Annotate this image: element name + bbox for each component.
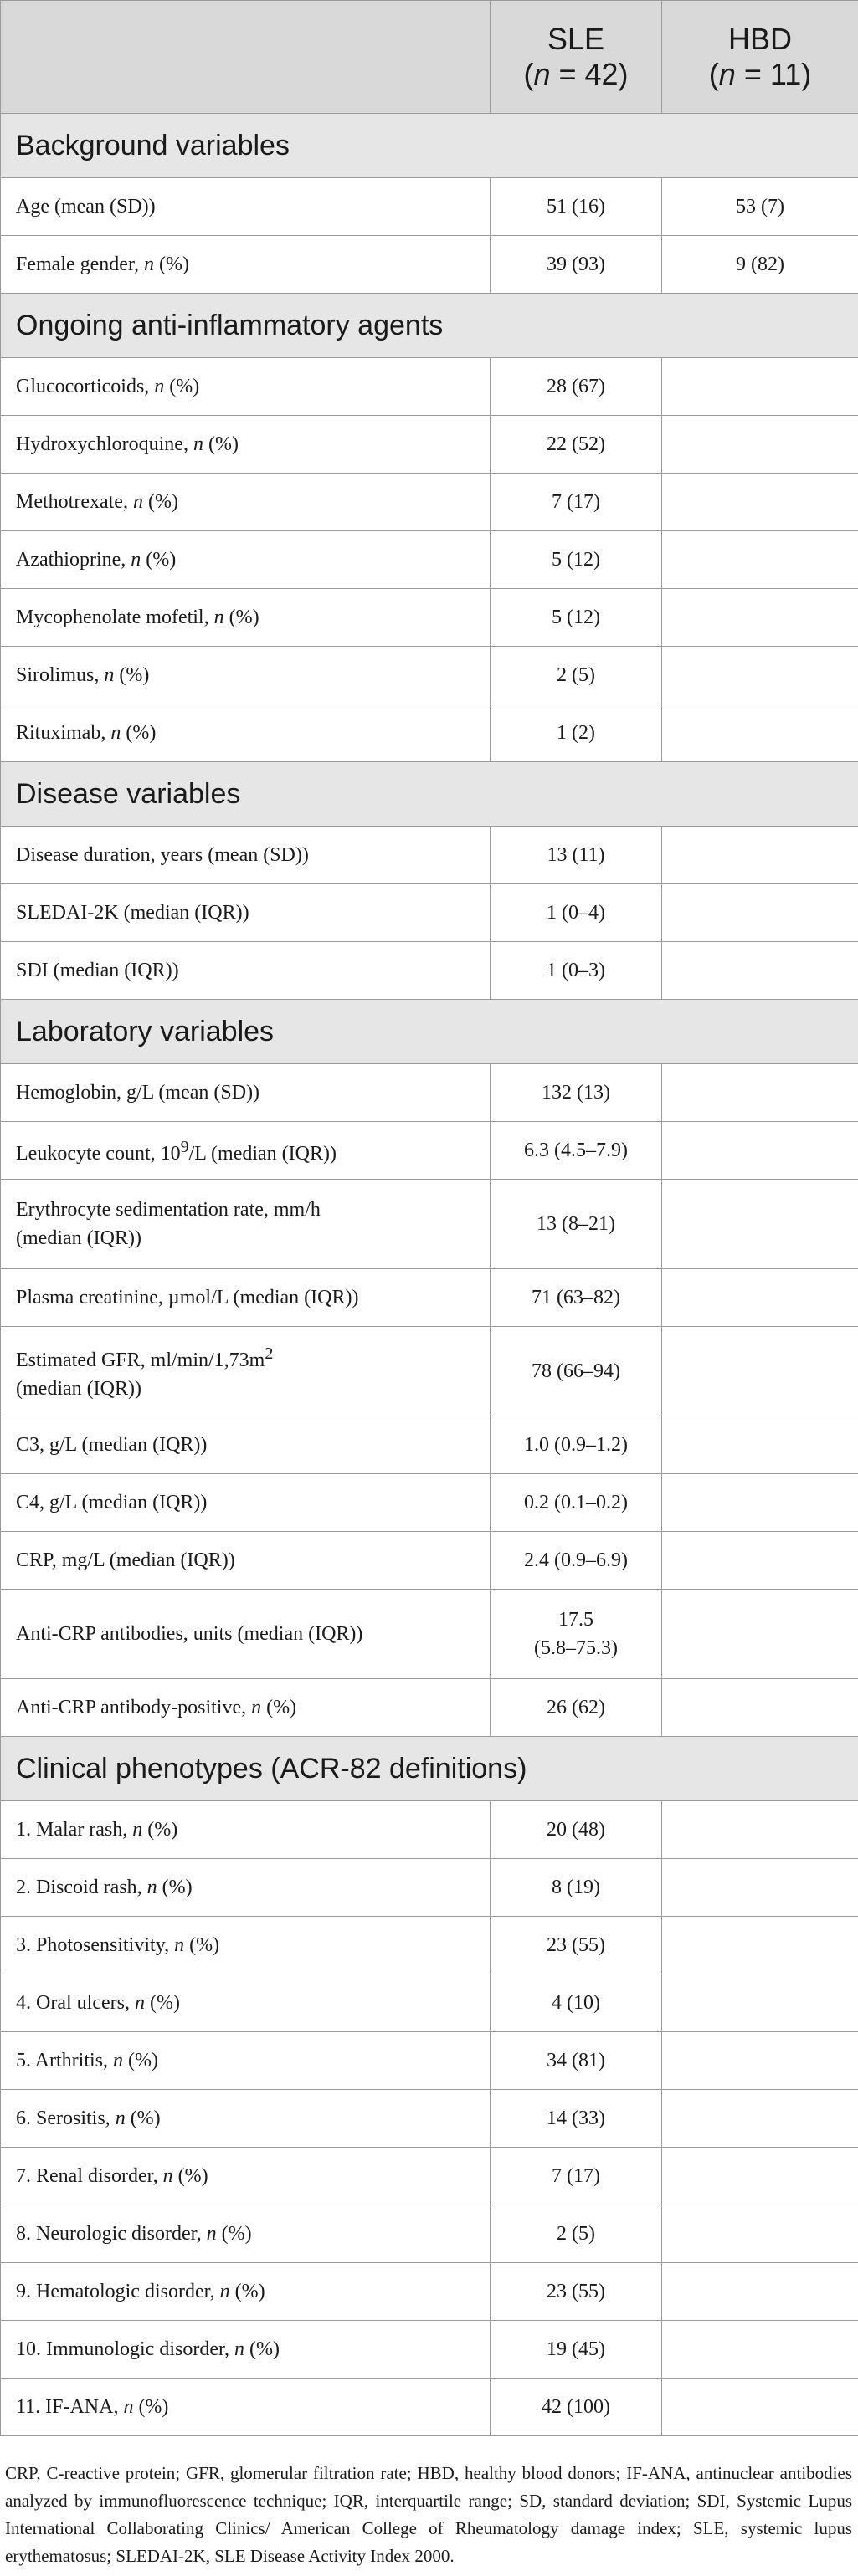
sle-value: 5 (12) bbox=[491, 589, 662, 647]
sle-value: 23 (55) bbox=[491, 1917, 662, 1974]
row-label: Disease duration, years (mean (SD)) bbox=[1, 827, 491, 884]
hbd-value bbox=[662, 2379, 858, 2436]
header-sle bbox=[491, 1, 662, 114]
row-label: Female gender, n (%) bbox=[1, 236, 491, 294]
hbd-value bbox=[662, 647, 858, 704]
sle-value: 6.3 (4.5–7.9) bbox=[491, 1122, 662, 1180]
sle-value: 7 (17) bbox=[491, 474, 662, 531]
row-label: Age (mean (SD)) bbox=[1, 178, 491, 236]
table-row bbox=[1, 647, 858, 704]
sle-value: 2.4 (0.9–6.9) bbox=[491, 1532, 662, 1590]
hbd-value bbox=[662, 1122, 858, 1180]
row-label: Hydroxychloroquine, n (%) bbox=[1, 416, 491, 474]
sle-value: 42 (100) bbox=[491, 2379, 662, 2436]
table-row bbox=[1, 2032, 858, 2090]
sle-value: 8 (19) bbox=[491, 1859, 662, 1917]
table-row bbox=[1, 1180, 858, 1269]
table-row bbox=[1, 1269, 858, 1327]
header-sle-title: SLE bbox=[547, 22, 605, 56]
table-footnote: CRP, C-reactive protein; GFR, glomerular filtration rate; HBD, healthy blood donors; IF-ANA, antinuclear antibodies analyzed by immunofluorescence technique; IQR, interquartile range; SD, standard deviation; SDI, Systemic Lupus International Collaborating Clinics/ American College of Rheumatology damage index; SLE, systemic lupus erythematosus; SLEDAI-2K, SLE Disease Activity Index 2000. bbox=[5, 2463, 852, 2566]
header-hbd bbox=[662, 1, 858, 114]
sle-value: 13 (11) bbox=[491, 827, 662, 884]
hbd-value bbox=[662, 1474, 858, 1532]
row-label: 4. Oral ulcers, n (%) bbox=[1, 1974, 491, 2032]
sle-value: 0.2 (0.1–0.2) bbox=[491, 1474, 662, 1532]
section-title: Clinical phenotypes (ACR-82 definitions) bbox=[1, 1737, 858, 1801]
header-hbd-n-value: = 11) bbox=[735, 57, 812, 91]
table-row bbox=[1, 2090, 858, 2148]
sle-value: 13 (8–21) bbox=[491, 1180, 662, 1269]
row-label: Azathioprine, n (%) bbox=[1, 531, 491, 589]
sle-value: 4 (10) bbox=[491, 1974, 662, 2032]
hbd-value bbox=[662, 1327, 858, 1416]
section-header bbox=[1, 294, 858, 358]
hbd-value bbox=[662, 2321, 858, 2379]
sle-value: 19 (45) bbox=[491, 2321, 662, 2379]
table-row bbox=[1, 1801, 858, 1859]
table-row bbox=[1, 2379, 858, 2436]
table-row bbox=[1, 531, 858, 589]
header-sle-n-open: ( bbox=[523, 57, 534, 91]
table-row bbox=[1, 2321, 858, 2379]
section-header bbox=[1, 1737, 858, 1801]
hbd-value bbox=[662, 2032, 858, 2090]
sle-value: 28 (67) bbox=[491, 358, 662, 416]
row-label: 10. Immunologic disorder, n (%) bbox=[1, 2321, 491, 2379]
hbd-value bbox=[662, 827, 858, 884]
row-label: Rituximab, n (%) bbox=[1, 704, 491, 762]
row-label: 6. Serositis, n (%) bbox=[1, 2090, 491, 2148]
header-sle-n-value: = 42) bbox=[550, 57, 629, 91]
table-row bbox=[1, 1590, 858, 1679]
hbd-value bbox=[662, 1416, 858, 1474]
sle-value: 14 (33) bbox=[491, 2090, 662, 2148]
sle-value: 26 (62) bbox=[491, 1679, 662, 1737]
sle-value: 51 (16) bbox=[491, 178, 662, 236]
section-header bbox=[1, 762, 858, 827]
sle-value: 1 (0–4) bbox=[491, 884, 662, 942]
row-label: Plasma creatinine, µmol/L (median (IQR)) bbox=[1, 1269, 491, 1327]
hbd-value bbox=[662, 884, 858, 942]
row-label: 8. Neurologic disorder, n (%) bbox=[1, 2205, 491, 2263]
row-label: Sirolimus, n (%) bbox=[1, 647, 491, 704]
sle-value: 2 (5) bbox=[491, 2205, 662, 2263]
section-title: Laboratory variables bbox=[1, 1000, 858, 1064]
section-header bbox=[1, 114, 858, 178]
section-title: Disease variables bbox=[1, 762, 858, 827]
row-label: C4, g/L (median (IQR)) bbox=[1, 1474, 491, 1532]
row-label: 3. Photosensitivity, n (%) bbox=[1, 1917, 491, 1974]
hbd-value: 9 (82) bbox=[662, 236, 858, 294]
row-label: CRP, mg/L (median (IQR)) bbox=[1, 1532, 491, 1590]
table-row bbox=[1, 827, 858, 884]
sle-value: 5 (12) bbox=[491, 531, 662, 589]
table-row bbox=[1, 1122, 858, 1180]
hbd-value bbox=[662, 474, 858, 531]
header-sle-n-symbol: n bbox=[533, 57, 551, 91]
table-row bbox=[1, 1416, 858, 1474]
section-title: Ongoing anti-inflammatory agents bbox=[1, 294, 858, 358]
sle-value: 71 (63–82) bbox=[491, 1269, 662, 1327]
hbd-value bbox=[662, 2205, 858, 2263]
row-label: SDI (median (IQR)) bbox=[1, 942, 491, 1000]
table-row bbox=[1, 589, 858, 647]
sle-value: 1 (0–3) bbox=[491, 942, 662, 1000]
hbd-value: 53 (7) bbox=[662, 178, 858, 236]
sle-value: 132 (13) bbox=[491, 1064, 662, 1122]
row-label: Glucocorticoids, n (%) bbox=[1, 358, 491, 416]
hbd-value bbox=[662, 2090, 858, 2148]
hbd-value bbox=[662, 358, 858, 416]
table-row bbox=[1, 416, 858, 474]
row-label: Anti-CRP antibody-positive, n (%) bbox=[1, 1679, 491, 1737]
table-row bbox=[1, 1064, 858, 1122]
row-label: 7. Renal disorder, n (%) bbox=[1, 2148, 491, 2205]
table-row bbox=[1, 942, 858, 1000]
row-label: SLEDAI-2K (median (IQR)) bbox=[1, 884, 491, 942]
header-blank-cell bbox=[1, 1, 491, 114]
table-row bbox=[1, 236, 858, 294]
hbd-value bbox=[662, 942, 858, 1000]
section-title: Background variables bbox=[1, 114, 858, 178]
table-row bbox=[1, 178, 858, 236]
row-label: Mycophenolate mofetil, n (%) bbox=[1, 589, 491, 647]
row-label: 5. Arthritis, n (%) bbox=[1, 2032, 491, 2090]
row-label: Methotrexate, n (%) bbox=[1, 474, 491, 531]
sle-value: 1.0 (0.9–1.2) bbox=[491, 1416, 662, 1474]
row-label: 11. IF-ANA, n (%) bbox=[1, 2379, 491, 2436]
header-hbd-n-symbol: n bbox=[718, 57, 736, 91]
sle-value: 1 (2) bbox=[491, 704, 662, 762]
row-label: 1. Malar rash, n (%) bbox=[1, 1801, 491, 1859]
hbd-value bbox=[662, 2148, 858, 2205]
table-row bbox=[1, 1859, 858, 1917]
hbd-value bbox=[662, 1064, 858, 1122]
hbd-value bbox=[662, 416, 858, 474]
table-row bbox=[1, 884, 858, 942]
row-label: Erythrocyte sedimentation rate, mm/h (median (IQR)) bbox=[1, 1180, 491, 1269]
hbd-value bbox=[662, 1679, 858, 1737]
table-row bbox=[1, 1917, 858, 1974]
sle-value: 23 (55) bbox=[491, 2263, 662, 2321]
table-row bbox=[1, 2148, 858, 2205]
hbd-value bbox=[662, 531, 858, 589]
hbd-value bbox=[662, 1974, 858, 2032]
table-row bbox=[1, 358, 858, 416]
sle-value: 7 (17) bbox=[491, 2148, 662, 2205]
row-label: Anti-CRP antibodies, units (median (IQR)) bbox=[1, 1590, 491, 1679]
sle-value: 17.5 (5.8–75.3) bbox=[491, 1590, 662, 1679]
hbd-value bbox=[662, 2263, 858, 2321]
sle-value: 20 (48) bbox=[491, 1801, 662, 1859]
sle-value: 2 (5) bbox=[491, 647, 662, 704]
table-row bbox=[1, 1327, 858, 1416]
sle-value: 34 (81) bbox=[491, 2032, 662, 2090]
hbd-value bbox=[662, 1180, 858, 1269]
table-header-row bbox=[1, 1, 858, 114]
row-label: Leukocyte count, $10^9/L$ (median (IQR)) bbox=[1, 1122, 491, 1180]
row-label: C3, g/L (median (IQR)) bbox=[1, 1416, 491, 1474]
table-row bbox=[1, 474, 858, 531]
hbd-value bbox=[662, 1917, 858, 1974]
hbd-value bbox=[662, 704, 858, 762]
header-hbd-n-open: ( bbox=[708, 57, 719, 91]
row-label: Hemoglobin, g/L (mean (SD)) bbox=[1, 1064, 491, 1122]
hbd-value bbox=[662, 1801, 858, 1859]
table-row bbox=[1, 1474, 858, 1532]
table-row bbox=[1, 704, 858, 762]
sle-value: 39 (93) bbox=[491, 236, 662, 294]
sle-value: 78 (66–94) bbox=[491, 1327, 662, 1416]
table-row bbox=[1, 1532, 858, 1590]
table-row bbox=[1, 1974, 858, 2032]
table-row bbox=[1, 2263, 858, 2321]
table-row bbox=[1, 1679, 858, 1737]
header-hbd-title: HBD bbox=[727, 22, 792, 56]
hbd-value bbox=[662, 1532, 858, 1590]
hbd-value bbox=[662, 1269, 858, 1327]
table-row bbox=[1, 2205, 858, 2263]
sle-value: 22 (52) bbox=[491, 416, 662, 474]
row-label: 9. Hematologic disorder, n (%) bbox=[1, 2263, 491, 2321]
hbd-value bbox=[662, 1859, 858, 1917]
hbd-value bbox=[662, 1590, 858, 1679]
hbd-value bbox=[662, 589, 858, 647]
row-label: 2. Discoid rash, n (%) bbox=[1, 1859, 491, 1917]
section-header bbox=[1, 1000, 858, 1064]
row-label: Estimated GFR, $ml/\min/1,73m^2$ (median (IQR)) bbox=[1, 1327, 491, 1416]
